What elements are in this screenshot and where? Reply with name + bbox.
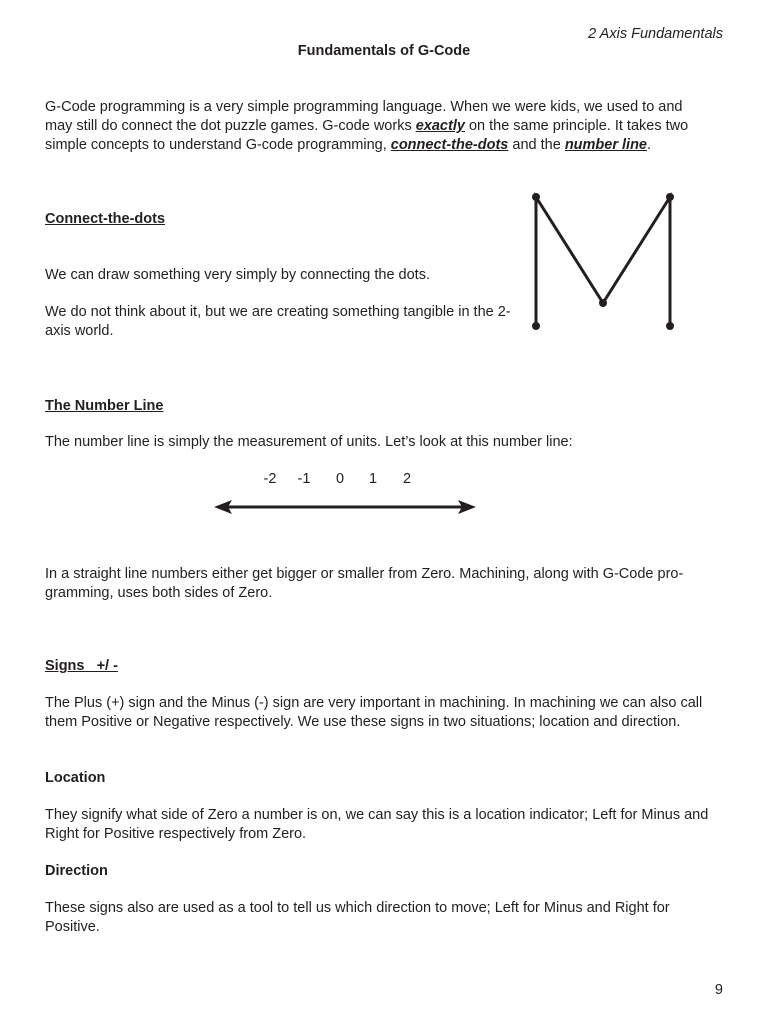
direction-heading: Direction: [45, 863, 108, 879]
number-line-label: 0: [335, 471, 345, 487]
signs-heading: Signs +/ -: [45, 658, 118, 674]
number-line-label: -2: [263, 471, 277, 487]
signs-paragraph: The Plus (+) sign and the Minus (-) sign are very important in machining. In machining we can also call them Positive or Negative respectively. We use these signs in two situations; location and direction.: [45, 695, 703, 730]
dot: [666, 193, 674, 201]
emphasis-number-line: number line: [564, 137, 647, 153]
number-line-arrow: [210, 498, 480, 518]
running-head: 2 Axis Fundamentals: [588, 26, 723, 42]
dot: [532, 193, 540, 201]
dot: [532, 322, 540, 330]
number-line-paragraph-2: In a straight line numbers either get bigger or smaller from Zero. Machining, along with G-Code programming, uses both sides of Zero.: [45, 566, 684, 601]
page-title: Fundamentals of G-Code: [297, 43, 471, 59]
number-line-labels: [0, 471, 768, 491]
connect-dots-m-figure: [520, 185, 690, 340]
emphasis-connect-the-dots: connect-the-dots: [390, 137, 509, 153]
intro-paragraph: [45, 98, 710, 155]
intro-text-3: and the: [508, 137, 565, 153]
dot: [599, 299, 607, 307]
intro-text-1: G-Code programming is a very simple programming language. When we were kids, we used to and may still do connect the dot puzzle games. G-code works: [45, 99, 683, 134]
intro-text-4: .: [647, 137, 652, 153]
number-line-label: 2: [402, 471, 412, 487]
location-heading: Location: [45, 770, 106, 786]
connect-dots-heading: Connect-the-dots: [45, 211, 166, 227]
number-line-paragraph-1: The number line is simply the measurement of units. Let’s look at this number line:: [45, 434, 573, 450]
number-line-label: 1: [368, 471, 378, 487]
dot: [666, 322, 674, 330]
emphasis-exactly: exactly: [415, 118, 465, 134]
number-line-label: -1: [297, 471, 311, 487]
number-line-heading: The Number Line: [45, 398, 164, 414]
intro-text-2: on the same principle. It takes two simple concepts to understand G-code programming,: [45, 118, 689, 153]
direction-paragraph: These signs also are used as a tool to tell us which direction to move; Left for Minus and Right for Positive.: [45, 900, 670, 935]
connect-dots-paragraph-1: We can draw something very simply by connecting the dots.: [45, 267, 430, 283]
page-number: 9: [714, 982, 723, 998]
location-paragraph: They signify what side of Zero a number is on, we can say this is a location indicator; Left for Minus and Right for Positive respectively from Zero.: [45, 807, 709, 842]
connect-dots-paragraph-2: We do not think about it, but we are creating something tangible in the 2-axis world.: [45, 304, 511, 339]
